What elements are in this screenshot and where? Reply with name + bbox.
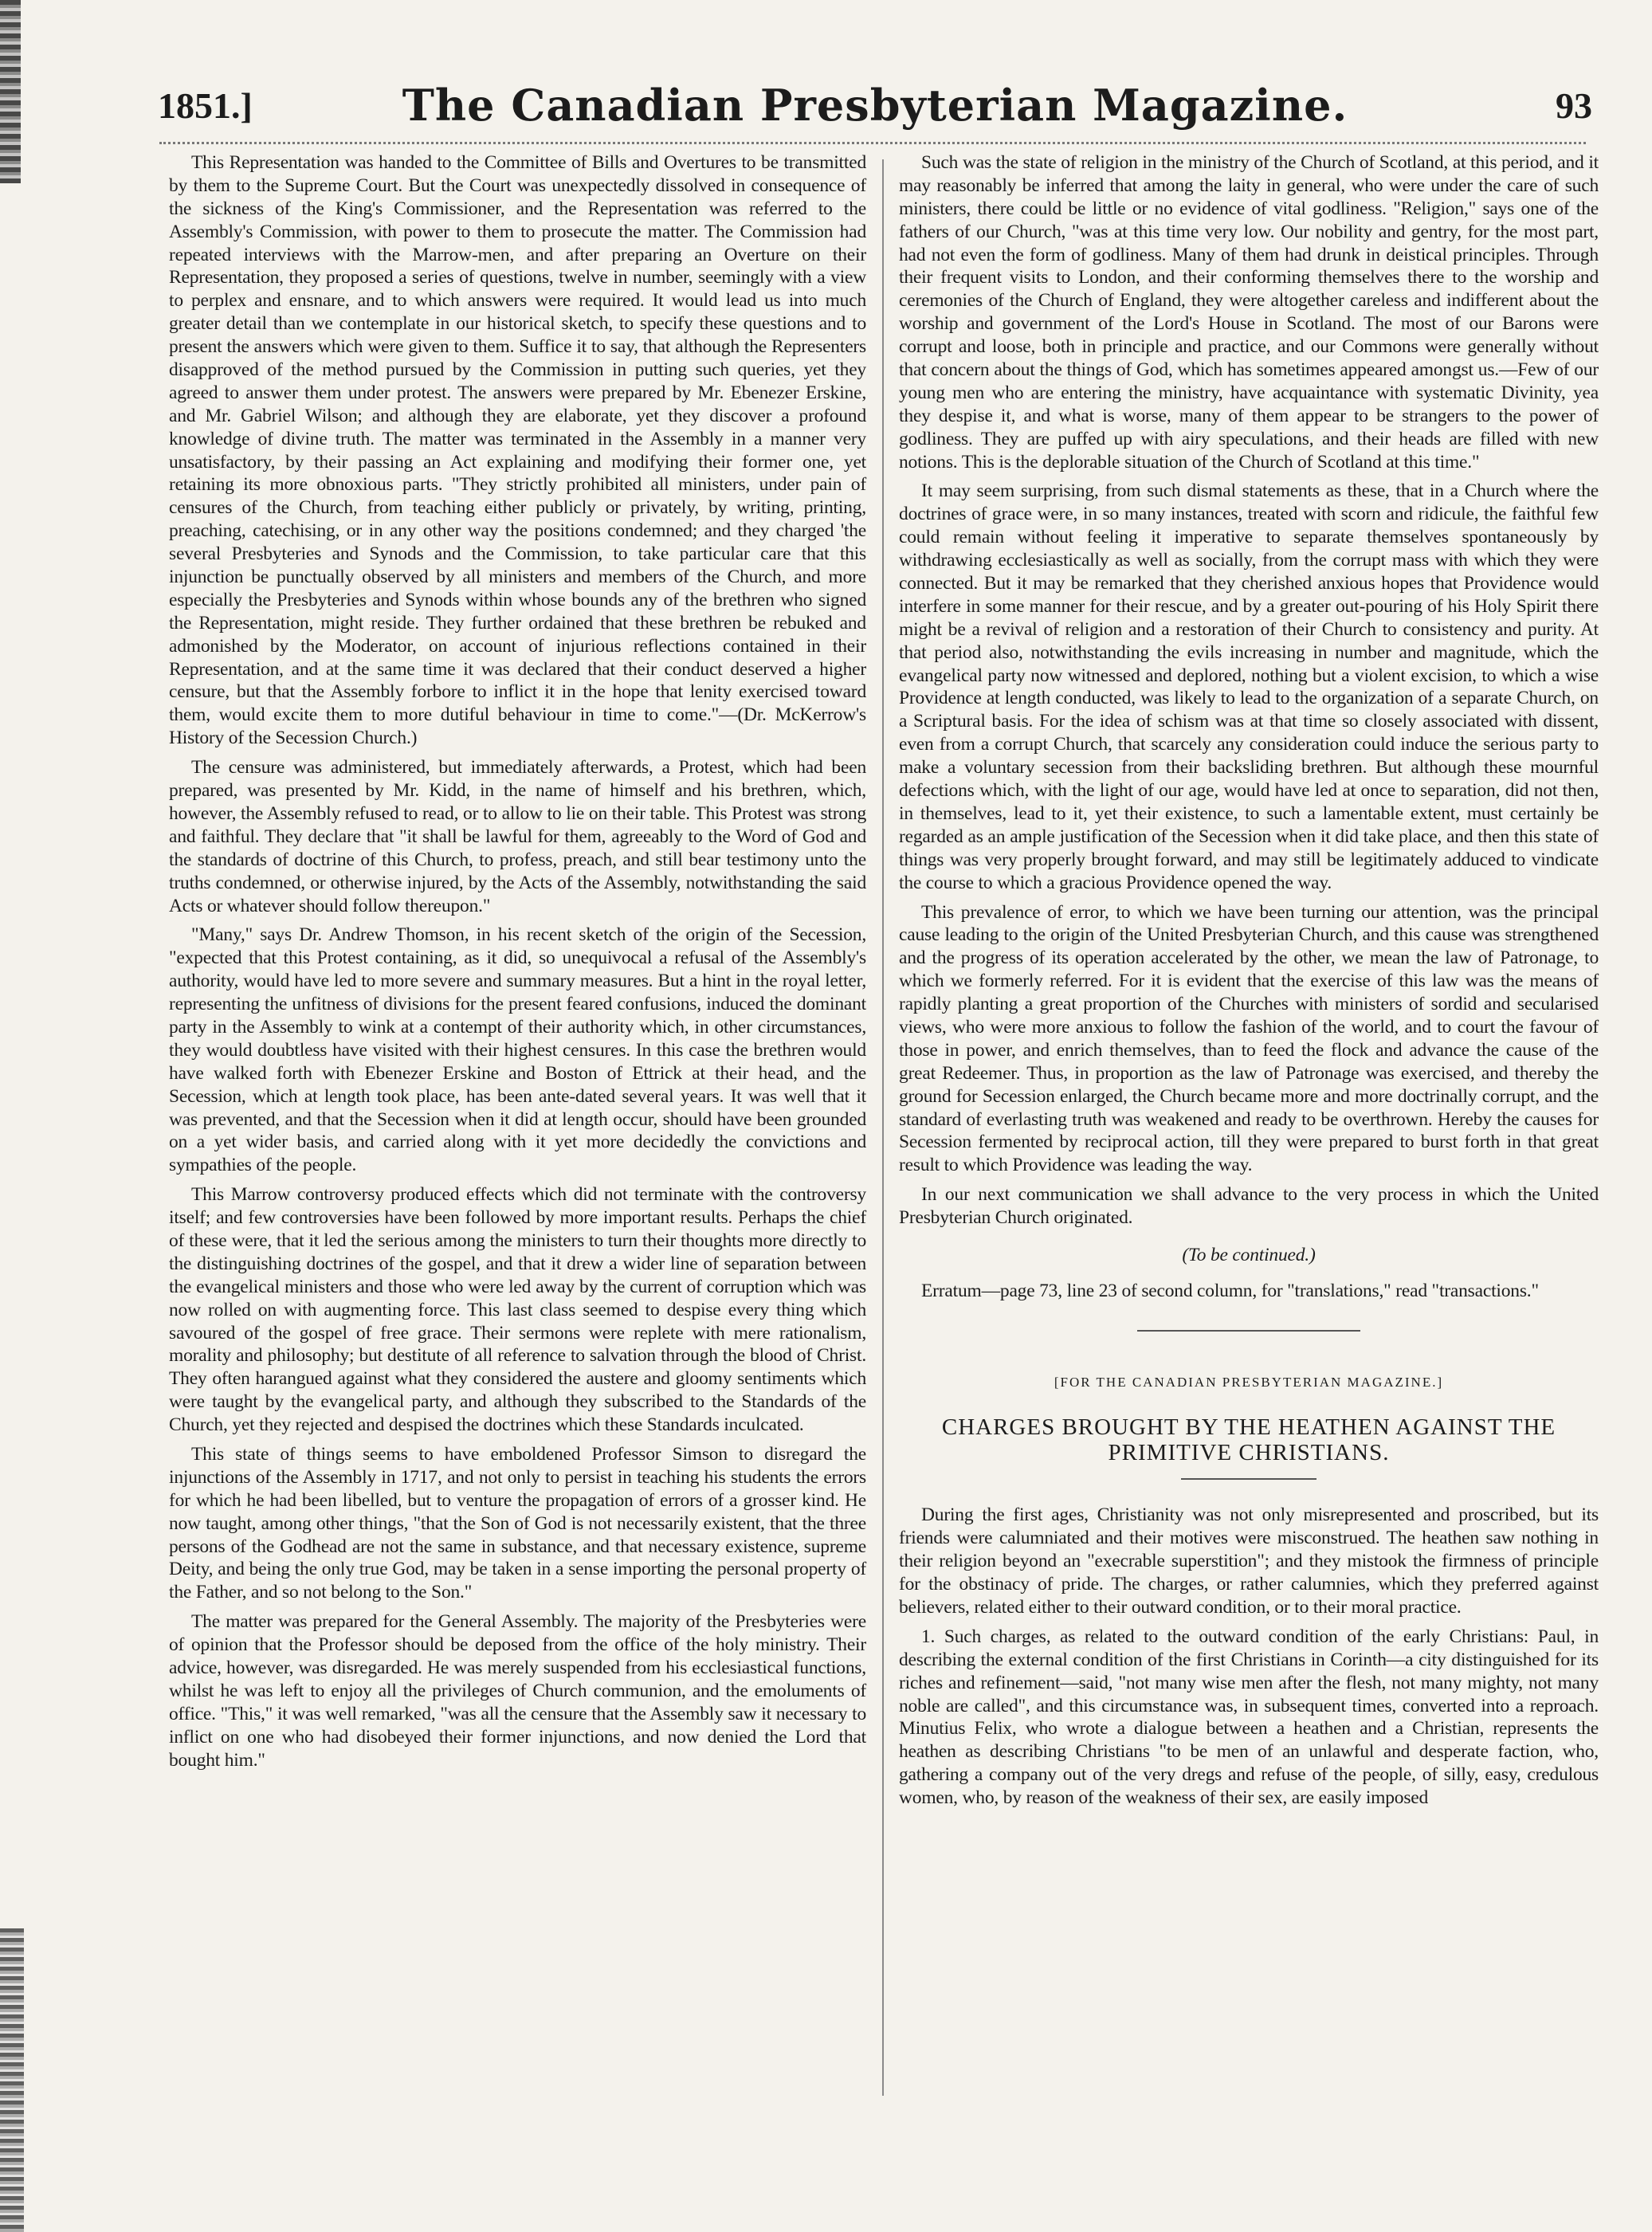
left-paragraph-1: This Representation was handed to the Committee of Bills and Overtures to be transmitted by them to the Supreme Court. But the Court was unexpectedly dissolved in consequence of the sickness of the King's Commissioner, and the Representation was referred to the Assembly's Commission, with power to them to prosecute the matter. The Commission had repeated interviews with the Marrow-men, and after preparing an Overture on their Representation, they proposed a series of questions, twelve in number, seemingly with a view to perplex and ensnare, and to which answers were required. It would lead us into much greater detail than we contemplate in our historical sketch, to specify these questions and to present the answers which were given to them. Suffice it to say, that although the Representers disapproved of the method pursued by the Commission in putting such queries, yet they agreed to answer them under protest. The answers were prepared by Mr. Ebenezer Erskine, and Mr. Gabriel Wilson; and although they are elaborate, yet they discover a profound knowledge of divine truth. The matter was terminated in the Assembly in a manner very unsatisfactory, by their passing an Act explaining and modifying their former one, yet retaining its more obnoxious parts. "They strictly prohibited all ministers, under pain of censures of the Church, from teaching either publicly or privately, by writing, printing, preaching, catechising, or in any other way the positions condemned; and they charged 'the several Presbyteries and Synods and the Commission, to take particular care that this injunction be punctually observed by all ministers and members of the Church, and more especially the Presbyteries and Synods within whose bounds any of the brethren who signed the Representation, might reside. They further ordained that these brethren be rebuked and admonished by the Moderator, on account of injurious reflections contained in their Representation, and at the same time it was declared that their conduct deserved a higher censure, but that the Assembly forbore to inflict it in the hope that lenity exercised toward them, would excite them to more dutiful behaviour in time to come."—(Dr. McKerrow's History of the Secession Church.) xyxy=(169,152,866,749)
left-paragraph-4: This Marrow controversy produced effects which did not terminate with the controversy itself; and few controversies have been followed by more important results. Perhaps the chief of these were, that it led the serious among the ministers to turn their thoughts more directly to the distinguishing doctrines of the gospel, and that it drew a wider line of separation between the evangelical ministers and those who were led away by the current of corruption which was now rolled on with augmenting force. This last class seemed to despise every thing which savoured of the gospel of free grace. Their sermons were replete with mere rationalism, morality and philosophy; but destitute of all reference to salvation through the blood of Christ. They often harangued against what they considered the austere and gloomy sentiments which were taught by the evangelical party, and although they subscribed to the Standards of the Church, yet they rejected and despised the doctrines which these Standards inculcated. xyxy=(169,1184,866,1436)
heading-rule xyxy=(1181,1478,1316,1480)
left-paragraph-3: "Many," says Dr. Andrew Thomson, in his recent sketch of the origin of the Secession, "expected that this Protest containing, as it did, so unequivocal a refusal of the Assembly's authority, would have led to more severe and summary measures. But a hint in the royal letter, representing the unfitness of divisions for the present feared confusions, induced the dominant party in the Assembly to wink at a contempt of their authority which, in other circumstances, they would doubtless have visited with their highest censures. In this case the brethren would have walked forth with Ebenezer Erskine and Boston of Ettrick at their head, and the Secession, which at length took place, has been ante-dated several years. It was well that it was prevented, and that the Secession when it did at length occur, should have been grounded on a yet wider basis, and carried along with it yet more decidedly the convictions and sympathies of the people. xyxy=(169,924,866,1176)
running-header xyxy=(158,80,1592,135)
right-paragraph-3: This prevalence of error, to which we have been turning our attention, was the principal cause leading to the origin of the United Presbyterian Church, and this cause was strengthened and the progress of its operation accelerated by the other, we mean the law of Patronage, to which we formerly referred. For it is evident that the exercise of this law was the means of rapidly planting a great proportion of the Churches with ministers of sordid and secularised views, who were more anxious to follow the fashion of the world, and to court the favour of those in power, and enrich themselves, than to feed the flock and advance the cause of the great Redeemer. Thus, in proportion as the law of Patronage was exercised, and thereby the ground for Secession enlarged, the Church became more and more doctrinally corrupt, and the standard of everlasting truth was weakened and ready to be overthrown. Hereby the causes for Secession fermented by reciprocal action, till they were prepared to burst forth in that great result to which Providence was leading the way. xyxy=(899,901,1599,1176)
article-paragraph-2: 1. Such charges, as related to the outward condition of the early Christians: Paul, in describing the external condition of the first Christians in Corinth—a city distinguished for its riches and refinement—said, "not many wise men after the flesh, not many mighty, not many noble are called", and this circumstance was, in subsequent times, converted into a reproach. Minutius Felix, who wrote a dialogue between a heathen and a Christian, represents the heathen as describing Christians "to be men of an unlawful and desperate faction, who, gathering a company out of the very dregs and refuse of the people, of silly, easy, credulous women, who, by reason of the weakness of their sex, are easily imposed xyxy=(899,1626,1599,1809)
right-column xyxy=(899,151,1599,1816)
left-paragraph-2: The censure was administered, but immediately afterwards, a Protest, which had been prepared, was presented by Mr. Kidd, in the name of himself and his brethren, which, however, the Assembly refused to read, or to allow to lie on their table. This Protest was strong and faithful. They declare that "it shall be lawful for them, agreeably to the Word of God and the standards of doctrine of this Church, to profess, preach, and still bear testimony unto the truths condemned, or otherwise injured, by the Acts of the Assembly, notwithstanding the said Acts or whatever should follow thereupon." xyxy=(169,757,866,916)
article-heading: CHARGES BROUGHT BY THE HEATHEN AGAINST THE PRIMITIVE CHRISTIANS. xyxy=(941,1414,1556,1465)
left-column xyxy=(169,151,866,1778)
header-title: The Canadian Presbyterian Magazine. xyxy=(402,80,1348,131)
section-divider xyxy=(1137,1330,1360,1332)
to-be-continued: (To be continued.) xyxy=(1182,1244,1316,1265)
header-year: 1851.] xyxy=(158,85,253,126)
left-paragraph-6: The matter was prepared for the General Assembly. The majority of the Presbyteries were of opinion that the Professor should be deposed from the office of the holy ministry. Their advice, however, was disregarded. He was merely suspended from his ecclesiastical functions, whilst he was left to enjoy all the privileges of Church communion, and the emoluments of office. "This," it was well remarked, "was all the censure that the Assembly saw it necessary to inflict on one who had disobeyed their former injunctions, and now denied the Lord that bought him." xyxy=(169,1611,866,1771)
header-page-number: 93 xyxy=(1556,85,1592,126)
right-paragraph-2: It may seem surprising, from such dismal statements as these, that in a Church where the doctrines of grace were, in so many instances, treated with scorn and ridicule, the faithful few could remain without feeling it imperative to separate themselves spontaneously by withdrawing ecclesiastically as well as socially, from the corrupt mass with which they were connected. But it may be remarked that they cherished anxious hopes that Providence would interfere in some manner for their rescue, and by a greater out-pouring of his Holy Spirit there might be a revival of religion and a restoration of their Church to consistency and purity. At that period also, notwithstanding the evils increasing in number and magnitude, which the evangelical party now witnessed and deplored, nothing but a violent excision, to which a wise Providence at length conducted, was likely to lead to the organization of a separate Church, on a Scriptural basis. For the idea of schism was at that time so closely associated with dissent, even from a corrupt Church, that scarcely any consideration could induce the serious party to make a voluntary secession from their backsliding brethren. But although these mournful defections which, with the light of our age, would have led at once to separation, did not then, in themselves, lead to it, yet their existence, to such a lamentable extent, must certainly be regarded as an ample justification of the Secession when it did take place, and then this state of things was very properly brought forward, and may still be legitimately adduced to vindicate the course to which a gracious Providence opened the way. xyxy=(899,481,1599,893)
left-paragraph-5: This state of things seems to have emboldened Professor Simson to disregard the injunctions of the Assembly in 1717, and not only to persist in teaching his students the errors for which he had been libelled, but to venture the propagation of errors of a grosser kind. He now taught, among other things, "that the Son of God is not necessarily existent, that the three persons of the Godhead are not the same in substance, and that necessary existence, supreme Deity, and being the only true God, may be taken in a sense importing the personal property of the Father, and so not belong to the Son." xyxy=(169,1443,866,1603)
column-separator xyxy=(882,159,884,2096)
binding-edge-top xyxy=(0,0,21,183)
article-credit-line: [FOR THE CANADIAN PRESBYTERIAN MAGAZINE.] xyxy=(1054,1374,1444,1390)
article-paragraph-1: During the first ages, Christianity was not only misrepresented and proscribed, but its friends were calumniated and their motives were misconstrued. The heathen saw nothing in their religion beyond an "execrable superstition"; and they mistook the firmness of principle for the obstinacy of pride. The charges, or rather calumnies, which they preferred against believers, related either to their outward condition, or to their moral practice. xyxy=(899,1504,1599,1618)
right-paragraph-1: Such was the state of religion in the ministry of the Church of Scotland, at this period, and it may reasonably be inferred that among the laity in general, who were under the care of such ministers, there could be little or no evidence of vital godliness. "Religion," says one of the fathers of our Church, "was at this time very low. Our nobility and gentry, for the most part, had not even the form of godliness. Many of them had drunk in deistical principles. Through their frequent visits to London, and their conforming themselves there to the worship and ceremonies of the Church of England, they were altogether careless and indifferent about the worship and government of the Lord's House in Scotland. The most of our Barons were corrupt and loose, both in principle and practice, and our Commons were generally without that concern about the things of God, which has sometimes appeared amongst us.—Few of our young men who are entering the ministry, have acquaintance with systematic Divinity, yea they despise it, and what is worse, many of them appear to be strangers to the power of godliness. They are puffed up with airy speculations, and their heads are filled with new notions. This is the deplorable situation of the Church of Scotland at this time." xyxy=(899,152,1599,473)
header-rule xyxy=(159,142,1586,144)
binding-edge-bottom xyxy=(0,1928,24,2232)
erratum-note: Erratum—page 73, line 23 of second column, for "translations," read "transactions." xyxy=(921,1280,1539,1301)
right-paragraph-4: In our next communication we shall advance to the very process in which the United Presbyterian Church originated. xyxy=(899,1184,1599,1229)
